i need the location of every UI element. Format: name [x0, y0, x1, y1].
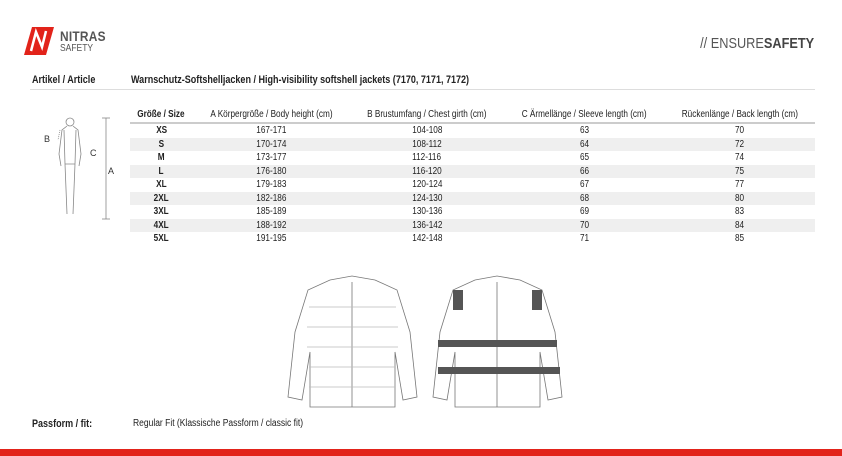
table-cell: 66 [504, 165, 665, 179]
table-cell: 2XL [130, 192, 192, 206]
table-row [130, 178, 815, 192]
fit-label: Passform / fit: [32, 418, 93, 430]
table-cell: 120-124 [411, 179, 442, 191]
footer-bar [0, 449, 842, 456]
jacket-plain-image [285, 272, 420, 412]
jacket-hivis-image [430, 272, 565, 412]
label-c: C [90, 148, 97, 158]
table-cell: 191-195 [256, 233, 287, 245]
table-cell: 84 [665, 219, 815, 233]
table-cell: 70 [504, 219, 665, 233]
nitras-logo-icon [24, 27, 54, 55]
table-cell: 67 [579, 179, 590, 191]
label-a: A [108, 166, 115, 176]
slogan: // ENSURESAFETY [699, 35, 814, 52]
table-cell: 74 [735, 152, 745, 164]
table-cell: 4XL [130, 219, 192, 233]
table-cell: 124-130 [350, 192, 504, 206]
table-row [130, 123, 815, 138]
table-cell: 77 [735, 179, 745, 191]
table-cell: L [130, 165, 192, 179]
table-cell: 71 [579, 233, 590, 245]
table-row [130, 192, 815, 206]
table-cell: 63 [579, 125, 590, 137]
table-cell: 104-108 [411, 125, 442, 137]
article-value: Warnschutz-Softshelljacken / High-visibility softshell jackets (7170, 7171, 7172) [131, 74, 470, 86]
divider [30, 89, 815, 90]
table-cell: 142-148 [411, 233, 442, 245]
table-cell: 75 [665, 165, 815, 179]
table-row [130, 232, 815, 246]
table-cell: 108-112 [350, 138, 504, 152]
table-cell: 65 [579, 152, 590, 164]
size-table [130, 106, 815, 246]
table-cell: 83 [735, 206, 745, 218]
brand-sub: SAFETY [60, 43, 94, 54]
table-cell: 70 [735, 125, 745, 137]
table-cell: XL [155, 179, 167, 191]
table-cell: 112-116 [412, 152, 442, 164]
label-b: B [44, 134, 51, 144]
table-cell: S [130, 138, 192, 152]
table-cell: 5XL [153, 233, 169, 245]
column-header: Rückenlänge / Back length (cm) [665, 106, 815, 123]
table-cell: 185-189 [256, 206, 287, 218]
column-header: Größe / Size [130, 106, 192, 123]
table-cell: M [157, 152, 165, 164]
table-cell: 68 [504, 192, 665, 206]
table-cell: 72 [665, 138, 815, 152]
column-header: C Ärmellänge / Sleeve length (cm) [504, 106, 665, 123]
table-cell: 182-186 [192, 192, 350, 206]
table-cell: XS [155, 125, 167, 137]
table-row [130, 205, 815, 219]
table-cell: 64 [504, 138, 665, 152]
table-cell: 136-142 [350, 219, 504, 233]
table-cell: 3XL [153, 206, 169, 218]
table-cell: 167-171 [256, 125, 287, 137]
table-row [130, 165, 815, 179]
table-cell: 130-136 [411, 206, 442, 218]
brand-name: NITRAS [60, 28, 106, 44]
table-cell: 173-177 [256, 152, 287, 164]
table-cell: 176-180 [192, 165, 350, 179]
table-row [130, 151, 815, 165]
table-cell: 116-120 [350, 165, 504, 179]
table-cell: 69 [579, 206, 590, 218]
table-cell: 170-174 [192, 138, 350, 152]
column-header: B Brustumfang / Chest girth (cm) [350, 106, 504, 123]
table-row [130, 138, 815, 152]
table-row [130, 219, 815, 233]
body-measure-figure [40, 114, 120, 224]
table-cell: 80 [665, 192, 815, 206]
table-cell: 179-183 [256, 179, 287, 191]
table-cell: 188-192 [192, 219, 350, 233]
fit-value: Regular Fit (Klassische Passform / classic fit) [133, 418, 304, 429]
table-cell: 85 [735, 233, 745, 245]
column-header: A Körpergröße / Body height (cm) [192, 106, 350, 123]
article-label: Artikel / Article [32, 74, 96, 86]
